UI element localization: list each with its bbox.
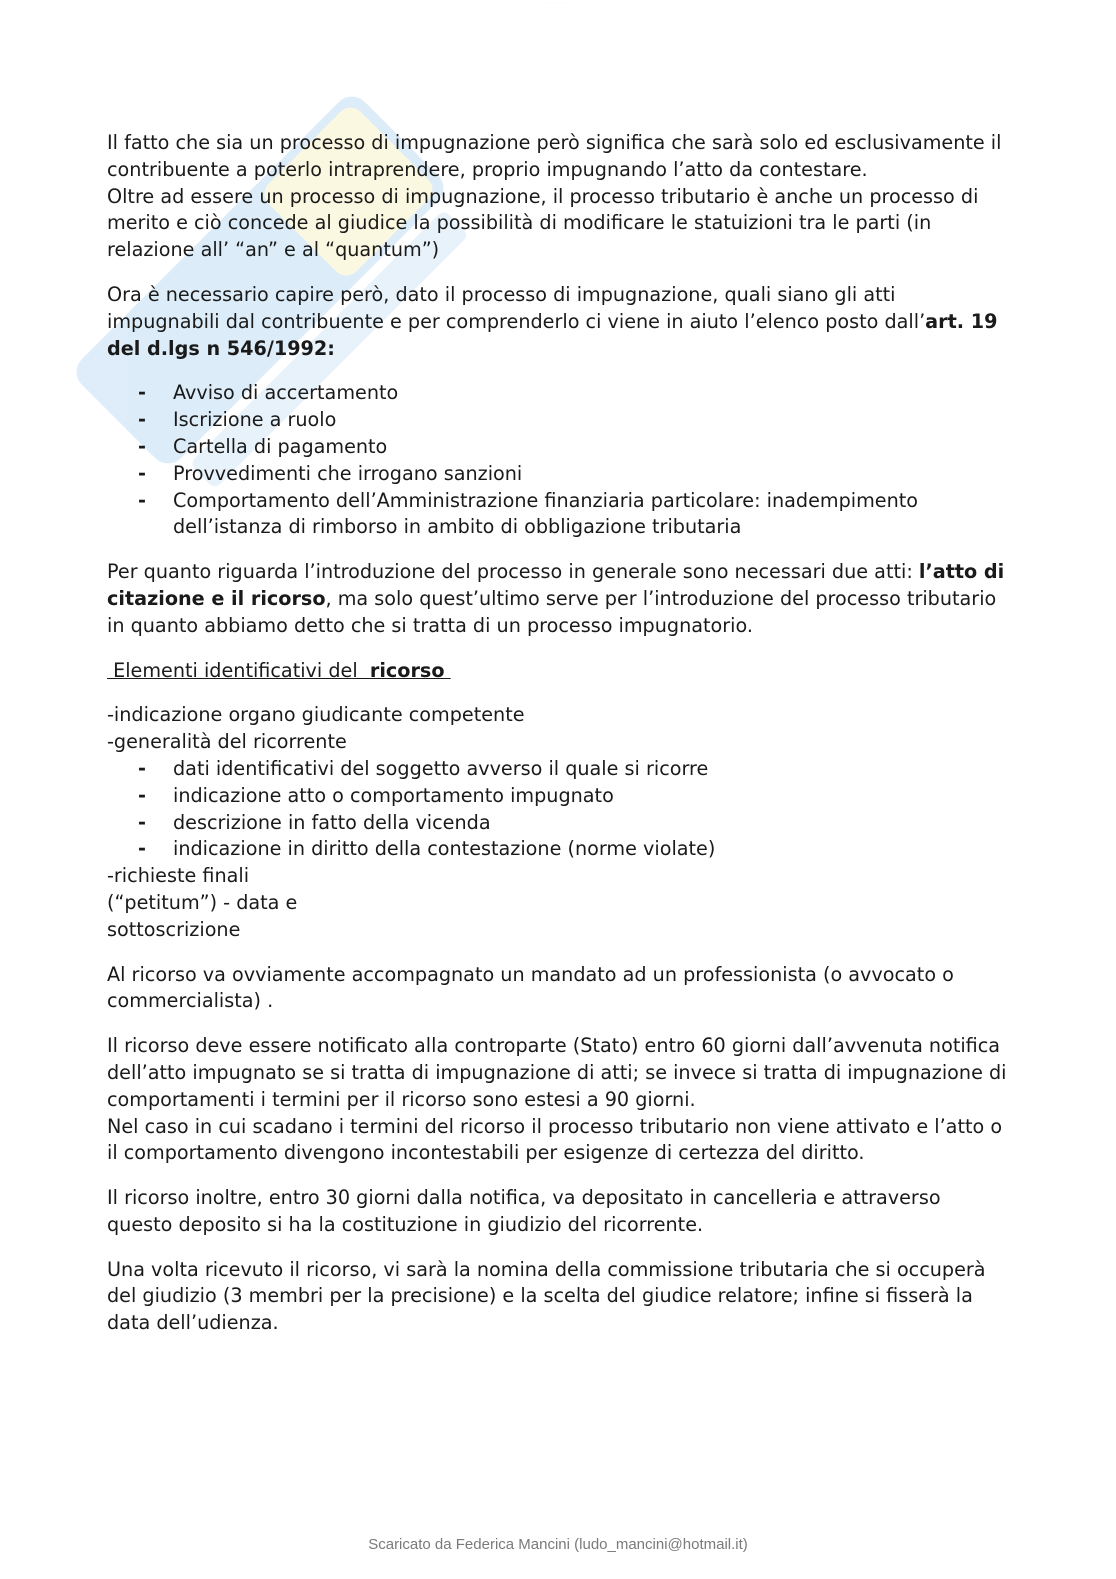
paragraph-deposito: Il ricorso inoltre, entro 30 giorni dalla notifica, va depositato in cancelleria e attraverso questo deposito si ha la costituzione in giudizio del ricorrente.: [107, 1186, 941, 1236]
elemento-line: (“petitum”) - data e: [107, 890, 298, 914]
list-item: - Cartella di pagamento: [138, 434, 388, 458]
list-item: - Iscrizione a ruolo: [138, 408, 337, 432]
paragraph-mandato: Al ricorso va ovviamente accompagnato un mandato ad un professionista (o avvocato o commercialista) .: [107, 962, 954, 1013]
list-item: - Provvedimenti che irrogano sanzioni: [138, 461, 523, 485]
atti-impugnabili-list: [107, 380, 1007, 541]
elemento-line: sottoscrizione: [107, 917, 241, 941]
paragraph-commissione: Una volta ricevuto il ricorso, vi sarà la nomina della commissione tributaria che si occuperà del giudizio (3 membri per la precisione) e la scelta del giudice relatore; infine si fisserà la data dell’udienza.: [107, 1257, 986, 1335]
paragraph-notifica: Il ricorso deve essere notificato alla controparte (Stato) entro 60 giorni dall’avvenuta notifica dell’atto impugnato se si tratta di impugnazione di atti; se invece si tratta di impugnazione di comportamenti i termini per il ricorso sono estesi a 90 giorni.: [107, 1034, 1007, 1111]
elemento-line: -richieste finali: [107, 864, 250, 888]
list-item: - Comportamento dell’Amministrazione finanziaria particolare: inadempimento dell’istanza di rimborso in ambito di obbligazione tributaria: [138, 488, 919, 539]
paragraph-introduzione-processo: Per quanto riguarda l’introduzione del processo in generale sono necessari due atti: l’atto di citazione e il ricorso, ma solo quest’ultimo serve per l’introduzione del processo tributario in quanto abbiamo detto che si tratta di un processo impugnatorio.: [107, 560, 1005, 637]
section-heading: Elementi identificativi del ricorso: [107, 658, 445, 682]
elemento-line: -generalità del ricorrente: [107, 730, 347, 754]
list-item: - Avviso di accertamento: [138, 381, 399, 405]
bold-atti: l’atto di citazione e il ricorso: [107, 560, 1005, 610]
list-item: - indicazione atto o comportamento impugnato: [138, 783, 614, 807]
elementi-ricorso: [107, 702, 1007, 943]
elementi-sub-list: [107, 756, 1007, 863]
list-item: - indicazione in diritto della contestazione (norme violate): [138, 837, 716, 861]
list-item: - descrizione in fatto della vicenda: [138, 810, 491, 834]
paragraph-text: Ora è necessario capire però, dato il processo di impugnazione, quali siano gli atti impugnabili dal contribuente e per comprenderlo ci viene in aiuto l’elenco posto dall’: [107, 282, 926, 333]
list-item: - dati identificativi del soggetto avverso il quale si ricorre: [138, 756, 709, 780]
paragraph-termini: Nel caso in cui scadano i termini del ricorso il processo tributario non viene attivato e l’atto o il comportamento divengono incontestabili per esigenze di certezza del diritto.: [107, 1114, 1003, 1165]
top-edge-mark: · · · · · · · · · · · ·: [541, 0, 575, 4]
document-body: [107, 130, 1007, 1355]
paragraph-processo-merito: Oltre ad essere un processo di impugnazione, il processo tributario è anche un processo di merito e ciò concede al giudice la possibilità di modificare le statuizioni tra le parti (in relazione all’ “an” e al “quantum”): [107, 184, 979, 262]
elemento-line: -indicazione organo giudicante competente: [107, 703, 525, 727]
law-reference: art. 19 del d.lgs n 546/1992:: [107, 309, 998, 360]
paragraph-impugnazione: Il fatto che sia un processo di impugnazione però significa che sarà solo ed esclusivamente il contribuente a poterlo intraprendere, proprio impugnando l’atto da contestare.: [107, 131, 1002, 181]
paragraph-atti-impugnabili: [107, 282, 1007, 362]
download-footer: Scaricato da Federica Mancini (ludo_mancini@hotmail.it): [368, 1536, 748, 1553]
